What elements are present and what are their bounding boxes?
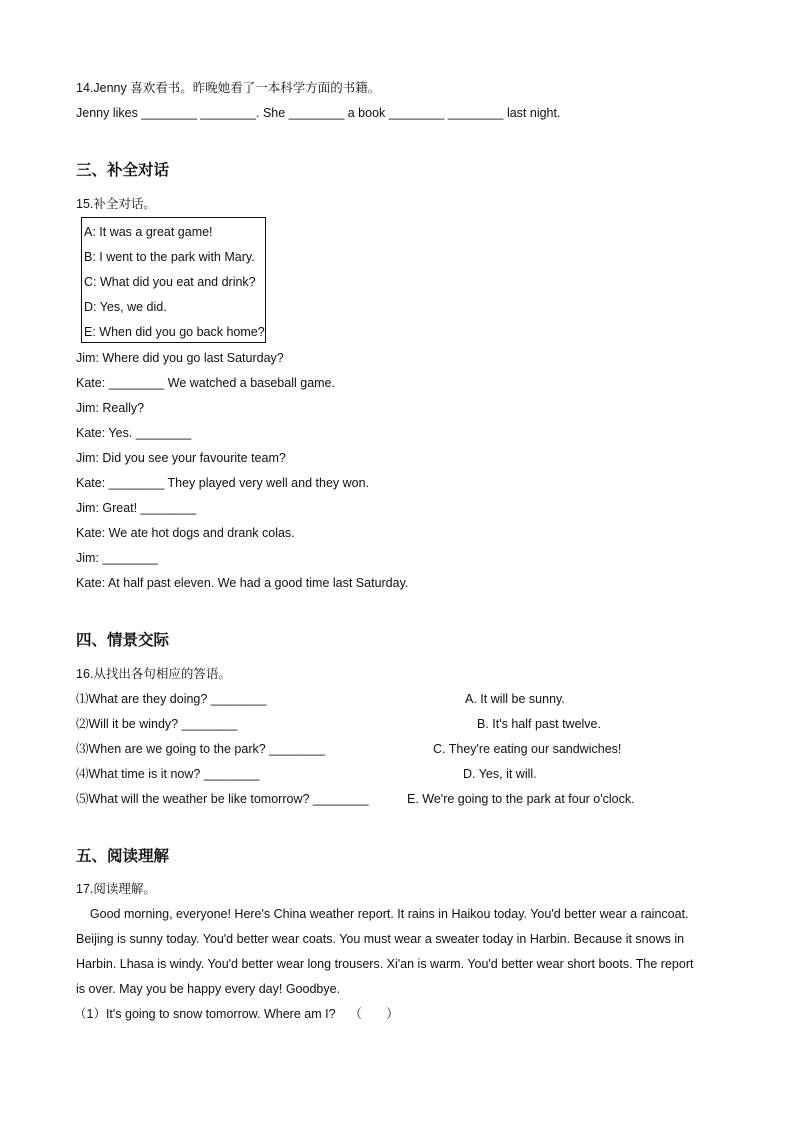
- matching-answer-d: D. Yes, it will.: [463, 767, 537, 781]
- matching-question-5: ⑸What will the weather be like tomorrow? ________: [76, 792, 369, 806]
- options-box: [81, 217, 266, 343]
- dialogue-line: Jim: Great! ________: [76, 501, 197, 515]
- section-3-heading: 三、补全对话: [76, 162, 170, 179]
- dialogue-line: Jim: Really?: [76, 401, 145, 415]
- passage-line: Beijing is sunny today. You'd better wear coats. You must wear a sweater today in Harbin. Because it snows in: [76, 932, 685, 946]
- section-5-heading: 五、阅读理解: [76, 848, 170, 865]
- matching-question-4: ⑷What time is it now? ________: [76, 767, 260, 781]
- question-14-prompt: 14.Jenny 喜欢看书。昨晚她看了一本科学方面的书籍。: [76, 81, 381, 95]
- reading-sub-question-1: （1）It's going to snow tomorrow. Where am I? （ ）: [74, 1007, 399, 1021]
- question-16-prompt: 16.从找出各句相应的答语。: [76, 667, 231, 681]
- option-c: C: What did you eat and drink?: [84, 275, 256, 289]
- matching-question-3: ⑶When are we going to the park? ________: [76, 742, 325, 756]
- passage-line: is over. May you be happy every day! Goodbye.: [76, 982, 341, 996]
- option-a: A: It was a great game!: [84, 225, 213, 239]
- option-d: D: Yes, we did.: [84, 300, 167, 314]
- dialogue-line: Jim: Did you see your favourite team?: [76, 451, 286, 465]
- dialogue-line: Kate: ________ We watched a baseball game.: [76, 376, 335, 390]
- dialogue-line: Jim: Where did you go last Saturday?: [76, 351, 284, 365]
- option-b: B: I went to the park with Mary.: [84, 250, 255, 264]
- section-4-heading: 四、情景交际: [76, 632, 170, 649]
- passage-line: Good morning, everyone! Here's China weather report. It rains in Haikou today. You'd better wear a raincoat.: [76, 907, 689, 921]
- option-e: E: When did you go back home?: [84, 325, 265, 339]
- dialogue-line: Kate: At half past eleven. We had a good time last Saturday.: [76, 576, 409, 590]
- dialogue-line: Kate: We ate hot dogs and drank colas.: [76, 526, 295, 540]
- matching-question-1: ⑴What are they doing? ________: [76, 692, 267, 706]
- question-15-prompt: 15.补全对话。: [76, 197, 156, 211]
- question-14-sentence: Jenny likes ________ ________. She ________ a book ________ ________ last night.: [76, 106, 561, 120]
- dialogue-line: Kate: Yes. ________: [76, 426, 192, 440]
- passage-line: Harbin. Lhasa is windy. You'd better wear long trousers. Xi'an is warm. You'd better wear short boots. The report: [76, 957, 694, 971]
- dialogue-line: Kate: ________ They played very well and they won.: [76, 476, 370, 490]
- matching-answer-a: A. It will be sunny.: [465, 692, 565, 706]
- dialogue-line: Jim: ________: [76, 551, 159, 565]
- question-17-prompt: 17.阅读理解。: [76, 882, 156, 896]
- matching-answer-b: B. It's half past twelve.: [477, 717, 601, 731]
- matching-answer-c: C. They're eating our sandwiches!: [433, 742, 622, 756]
- matching-answer-e: E. We're going to the park at four o'clock.: [407, 792, 635, 806]
- matching-question-2: ⑵Will it be windy? ________: [76, 717, 238, 731]
